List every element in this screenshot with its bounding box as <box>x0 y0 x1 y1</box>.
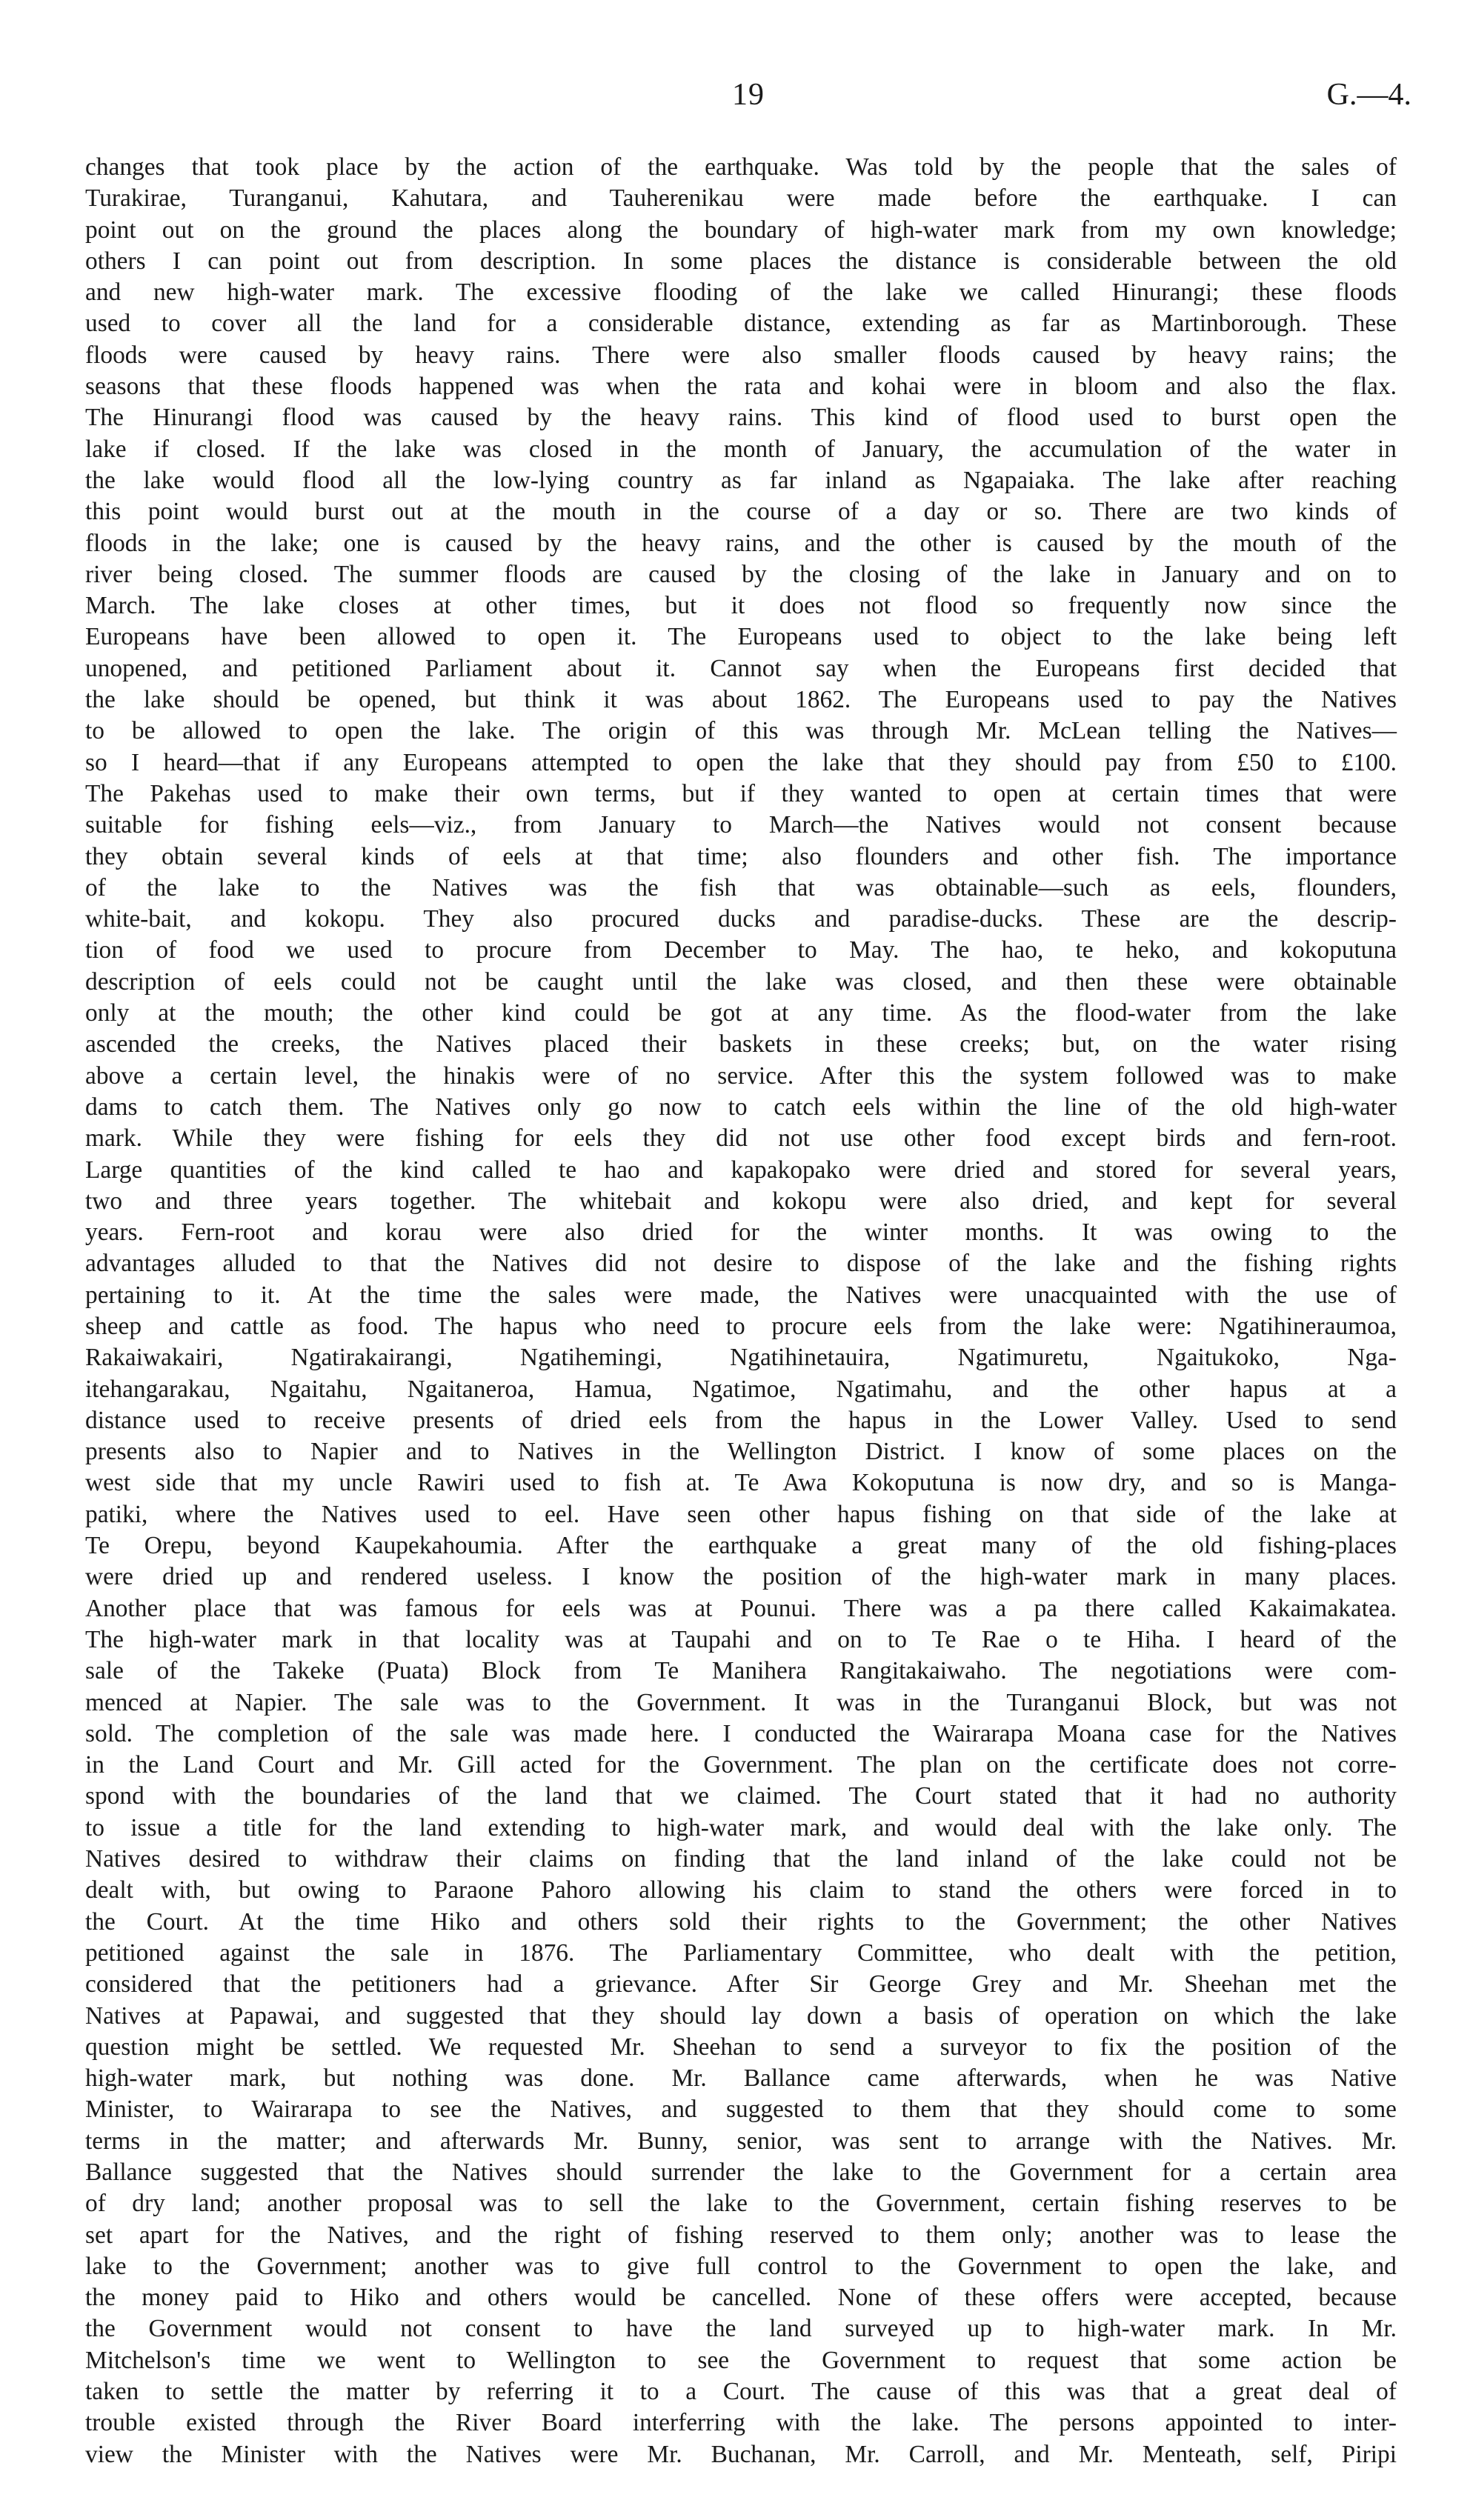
text-line: Large quantities of the kind called te hao and kapakopako were dried and stored for several years, <box>85 1156 1397 1184</box>
text-line: Te Orepu, beyond Kaupekahoumia. After the earthquake a great many of the old fishing-places <box>85 1532 1397 1560</box>
text-line: Another place that was famous for eels was at Pounui. There was a pa there called Kakaimakatea. <box>85 1594 1397 1622</box>
text-line: suitable for fishing eels—viz., from January to March—the Natives would not consent because <box>85 811 1397 839</box>
text-line: point out on the ground the places along the boundary of high-water mark from my own knowledge; <box>85 216 1397 244</box>
text-line: to be allowed to open the lake. The origin of this was through Mr. McLean telling the Natives— <box>85 717 1397 745</box>
text-line: only at the mouth; the other kind could be got at any time. As the flood-water from the lake <box>85 999 1397 1027</box>
text-line: menced at Napier. The sale was to the Government. It was in the Turanganui Block, but was not <box>85 1688 1397 1716</box>
text-line: considered that the petitioners had a grievance. After Sir George Grey and Mr. Sheehan met the <box>85 1970 1397 1999</box>
text-line: question might be settled. We requested Mr. Sheehan to send a surveyor to fix the position of the <box>85 2033 1397 2061</box>
text-line: terms in the matter; and afterwards Mr. Bunny, senior, was sent to arrange with the Natives. Mr. <box>85 2127 1397 2155</box>
text-line: sold. The completion of the sale was made here. I conducted the Wairarapa Moana case for the Natives <box>85 1719 1397 1747</box>
text-line: mark. While they were fishing for eels they did not use other food except birds and fern-root. <box>85 1124 1397 1153</box>
text-line: sale of the Takeke (Puata) Block from Te Manihera Rangitakaiwaho. The negotiations were com- <box>85 1657 1397 1685</box>
text-line: floods were caused by heavy rains. There were also smaller floods caused by heavy rains; the <box>85 341 1397 369</box>
text-line: advantages alluded to that the Natives did not desire to dispose of the lake and the fishing rights <box>85 1250 1397 1278</box>
text-line: Turakirae, Turanganui, Kahutara, and Tauherenikau were made before the earthquake. I can <box>85 184 1397 213</box>
text-line: patiki, where the Natives used to eel. Have seen other hapus fishing on that side of the lake at <box>85 1500 1397 1528</box>
text-line: set apart for the Natives, and the right of fishing reserved to them only; another was to lease the <box>85 2221 1397 2249</box>
text-line: two and three years together. The whitebait and kokopu were also dried, and kept for several <box>85 1187 1397 1215</box>
text-line: unopened, and petitioned Parliament about it. Cannot say when the Europeans first decided that <box>85 654 1397 682</box>
text-line: they obtain several kinds of eels at that time; also flounders and other fish. The importance <box>85 842 1397 870</box>
text-line: the Government would not consent to have the land surveyed up to high-water mark. In Mr. <box>85 2315 1397 2343</box>
text-line: ascended the creeks, the Natives placed their baskets in these creeks; but, on the water rising <box>85 1030 1397 1059</box>
text-line: The high-water mark in that locality was at Taupahi and on to Te Rae o te Hiha. I heard of the <box>85 1625 1397 1653</box>
text-line: were dried up and rendered useless. I know the position of the high-water mark in many places. <box>85 1563 1397 1591</box>
text-line: this point would burst out at the mouth in the course of a day or so. There are two kinds of <box>85 498 1397 526</box>
text-line: to issue a title for the land extending to high-water mark, and would deal with the lake only. The <box>85 1813 1397 1841</box>
text-line: March. The lake closes at other times, but it does not flood so frequently now since the <box>85 592 1397 620</box>
text-line: white-bait, and kokopu. They also procured ducks and paradise-ducks. These are the descrip- <box>85 905 1397 933</box>
text-line: Ballance suggested that the Natives should surrender the lake to the Government for a certain area <box>85 2159 1397 2186</box>
text-line: seasons that these floods happened was when the rata and kohai were in bloom and also the flax. <box>85 373 1397 401</box>
text-line: west side that my uncle Rawiri used to fish at. Te Awa Kokoputuna is now dry, and so is Manga- <box>85 1469 1397 1497</box>
text-line: in the Land Court and Mr. Gill acted for the Government. The plan on the certificate does not corre- <box>85 1751 1397 1779</box>
text-line: Natives desired to withdraw their claims on finding that the land inland of the lake could not be <box>85 1845 1397 1873</box>
text-line: and new high-water mark. The excessive flooding of the lake we called Hinurangi; these floods <box>85 279 1397 307</box>
text-line: itehangarakau, Ngaitahu, Ngaitaneroa, Hamua, Ngatimoe, Ngatimahu, and the other hapus at a <box>85 1375 1397 1403</box>
text-line: presents also to Napier and to Natives in the Wellington District. I know of some places on the <box>85 1438 1397 1466</box>
text-line: petitioned against the sale in 1876. The Parliamentary Committee, who dealt with the petition, <box>85 1939 1397 1967</box>
text-line: trouble existed through the River Board interferring with the lake. The persons appointed to inter- <box>85 2409 1397 2437</box>
text-line: taken to settle the matter by referring it to a Court. The cause of this was that a great deal of <box>85 2378 1397 2406</box>
text-line: Natives at Papawai, and suggested that they should lay down a basis of operation on which the lake <box>85 2001 1397 2030</box>
text-line: so I heard—that if any Europeans attempted to open the lake that they should pay from £50 to £100. <box>85 748 1397 776</box>
text-line: Europeans have been allowed to open it. The Europeans used to object to the lake being left <box>85 623 1397 651</box>
text-line: above a certain level, the hinakis were of no service. After this the system followed was to make <box>85 1061 1397 1090</box>
text-line: tion of food we used to procure from December to May. The hao, te heko, and kokoputuna <box>85 936 1397 964</box>
page-number: 19 <box>732 78 765 112</box>
text-line: Mitchelson's time we went to Wellington to see the Government to request that some action be <box>85 2346 1397 2374</box>
text-line: the money paid to Hiko and others would be cancelled. None of these offers were accepted, because <box>85 2284 1397 2312</box>
text-line: the Court. At the time Hiko and others sold their rights to the Government; the other Natives <box>85 1907 1397 1936</box>
text-line: changes that took place by the action of the earthquake. Was told by the people that the sales of <box>85 153 1397 181</box>
text-line: used to cover all the land for a considerable distance, extending as far as Martinborough. These <box>85 310 1397 338</box>
text-line: river being closed. The summer floods are caused by the closing of the lake in January and on to <box>85 560 1397 588</box>
text-line: of dry land; another proposal was to sell the lake to the Government, certain fishing reserves to be <box>85 2190 1397 2218</box>
document-reference: G.—4. <box>1326 78 1411 112</box>
text-line: lake if closed. If the lake was closed in the month of January, the accumulation of the water in <box>85 435 1397 463</box>
text-line: The Pakehas used to make their own terms, but if they wanted to open at certain times that were <box>85 779 1397 807</box>
text-line: distance used to receive presents of dried eels from the hapus in the Lower Valley. Used to send <box>85 1406 1397 1434</box>
text-line: lake to the Government; another was to give full control to the Government to open the lake, and <box>85 2252 1397 2280</box>
text-line: dealt with, but owing to Paraone Pahoro allowing his claim to stand the others were forced in to <box>85 1876 1397 1904</box>
text-line: spond with the boundaries of the land that we claimed. The Court stated that it had no authority <box>85 1782 1397 1810</box>
text-line: the lake should be opened, but think it was about 1862. The Europeans used to pay the Natives <box>85 686 1397 714</box>
text-line: floods in the lake; one is caused by the heavy rains, and the other is caused by the mouth of the <box>85 529 1397 557</box>
text-line: of the lake to the Natives was the fish that was obtainable—such as eels, flounders, <box>85 873 1397 901</box>
text-line: Rakaiwakairi, Ngatirakairangi, Ngatihemingi, Ngatihinetauira, Ngatimuretu, Ngaitukoko, Nga- <box>85 1344 1397 1372</box>
text-line: others I can point out from description. In some places the distance is considerable between the old <box>85 247 1397 275</box>
body-paragraph <box>85 152 1397 2470</box>
text-line: description of eels could not be caught until the lake was closed, and then these were obtainable <box>85 967 1397 996</box>
text-line: The Hinurangi flood was caused by the heavy rains. This kind of flood used to burst open the <box>85 404 1397 432</box>
text-line: years. Fern-root and korau were also dried for the winter months. It was owing to the <box>85 1219 1397 1247</box>
page-header <box>85 77 1411 121</box>
text-line: Minister, to Wairarapa to see the Natives, and suggested to them that they should come to some <box>85 2096 1397 2124</box>
text-line: pertaining to it. At the time the sales were made, the Natives were unacquainted with the use of <box>85 1281 1397 1309</box>
text-line: high-water mark, but nothing was done. Mr. Ballance came afterwards, when he was Native <box>85 2064 1397 2093</box>
text-line: view the Minister with the Natives were Mr. Buchanan, Mr. Carroll, and Mr. Menteath, self, Piripi <box>85 2440 1397 2468</box>
text-line: dams to catch them. The Natives only go now to catch eels within the line of the old high-water <box>85 1093 1397 1121</box>
text-line: sheep and cattle as food. The hapus who need to procure eels from the lake were: Ngatihineraumoa, <box>85 1312 1397 1340</box>
text-line: the lake would flood all the low-lying country as far inland as Ngapaiaka. The lake after reaching <box>85 466 1397 494</box>
